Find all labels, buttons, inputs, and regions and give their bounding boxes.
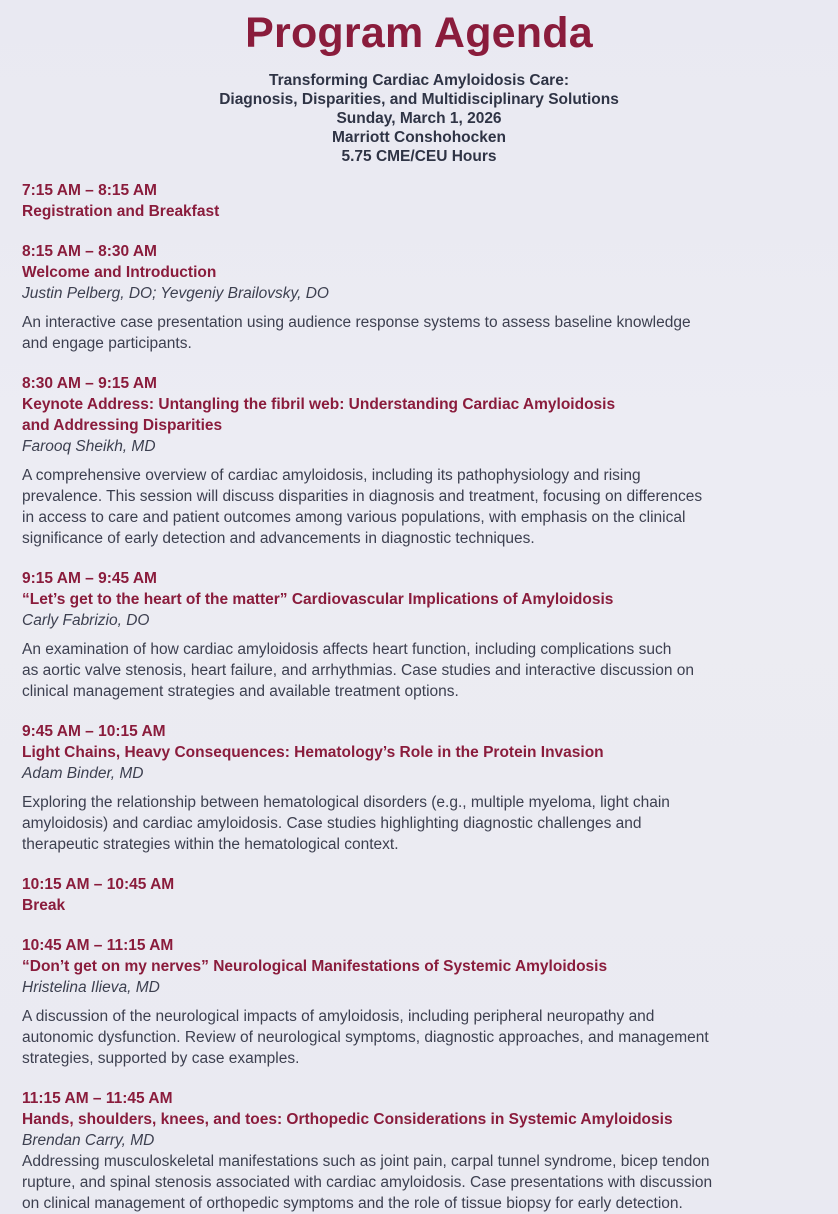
description-line: autonomic dysfunction. Review of neurological symptoms, diagnostic approaches, and management xyxy=(22,1029,709,1046)
description-line: Addressing musculoskeletal manifestations such as joint pain, carpal tunnel syndrome, bicep tendon xyxy=(22,1153,710,1170)
session-time: 7:15 AM – 8:15 AM xyxy=(22,182,157,199)
session-description xyxy=(22,639,816,702)
session-item xyxy=(22,373,816,549)
session-time: 8:15 AM – 8:30 AM xyxy=(22,243,157,260)
page-title: Program Agenda xyxy=(245,9,593,57)
session-item xyxy=(22,1088,816,1214)
session-title-line: Keynote Address: Untangling the fibril web: Understanding Cardiac Amyloidosis xyxy=(22,396,616,413)
session-title: Break xyxy=(22,897,66,914)
description-line: in access to care and patient outcomes among various populations, with emphasis on the clinical xyxy=(22,509,686,526)
event-credit-hours: 5.75 CME/CEU Hours xyxy=(341,148,497,165)
session-time: 11:15 AM – 11:45 AM xyxy=(22,1090,173,1107)
session-item xyxy=(22,721,816,855)
session-time: 10:15 AM – 10:45 AM xyxy=(22,876,175,893)
session-title xyxy=(22,394,816,436)
event-venue: Marriott Conshohocken xyxy=(332,129,506,146)
session-title: Registration and Breakfast xyxy=(22,203,220,220)
description-line: rupture, and spinal stenosis associated with cardiac amyloidosis. Case presentations with discussion xyxy=(22,1174,713,1191)
session-title: “Don’t get on my nerves” Neurological Manifestations of Systemic Amyloidosis xyxy=(22,958,608,975)
session-description xyxy=(22,1006,816,1069)
session-description xyxy=(22,1151,816,1214)
description-line: on clinical management of orthopedic symptoms and the role of tissue biopsy for early detection. xyxy=(22,1195,683,1212)
description-line: prevalence. This session will discuss disparities in diagnosis and treatment, focusing on differences xyxy=(22,488,703,505)
session-title: Hands, shoulders, knees, and toes: Orthopedic Considerations in Systemic Amyloidosis xyxy=(22,1111,673,1128)
session-speaker: Carly Fabrizio, DO xyxy=(22,612,150,629)
session-description xyxy=(22,465,816,549)
description-line: Exploring the relationship between hematological disorders (e.g., multiple myeloma, light chain xyxy=(22,794,670,811)
event-title-line-1: Transforming Cardiac Amyloidosis Care: xyxy=(268,72,570,89)
event-date: Sunday, March 1, 2026 xyxy=(336,110,502,127)
session-title: Welcome and Introduction xyxy=(22,264,217,281)
session-speaker: Farooq Sheikh, MD xyxy=(22,438,156,455)
session-title-line: and Addressing Disparities xyxy=(22,417,223,434)
session-title: “Let’s get to the heart of the matter” Cardiovascular Implications of Amyloidosis xyxy=(22,591,614,608)
description-line: and engage participants. xyxy=(22,335,192,352)
session-item xyxy=(22,568,816,702)
session-speaker: Justin Pelberg, DO; Yevgeniy Brailovsky, DO xyxy=(22,285,329,302)
session-time: 10:45 AM – 11:15 AM xyxy=(22,937,174,954)
description-line: An interactive case presentation using audience response systems to assess baseline knowledge xyxy=(22,314,691,331)
event-details xyxy=(22,71,816,166)
description-line: therapeutic strategies within the hematological context. xyxy=(22,836,399,853)
session-speaker: Adam Binder, MD xyxy=(22,765,144,782)
session-item xyxy=(22,874,816,916)
session-speaker: Brendan Carry, MD xyxy=(22,1132,155,1149)
session-time: 9:45 AM – 10:15 AM xyxy=(22,723,166,740)
session-title: Light Chains, Heavy Consequences: Hematology’s Role in the Protein Invasion xyxy=(22,744,604,761)
session-description xyxy=(22,312,816,354)
session-item xyxy=(22,180,816,222)
description-line: amyloidosis) and cardiac amyloidosis. Case studies highlighting diagnostic challenges and xyxy=(22,815,642,832)
description-line: A comprehensive overview of cardiac amyloidosis, including its pathophysiology and rising xyxy=(22,467,641,484)
session-list xyxy=(22,180,816,1214)
description-line: strategies, supported by case examples. xyxy=(22,1050,300,1067)
session-speaker: Hristelina Ilieva, MD xyxy=(22,979,160,996)
session-time: 8:30 AM – 9:15 AM xyxy=(22,375,157,392)
session-item xyxy=(22,241,816,354)
description-line: An examination of how cardiac amyloidosis affects heart function, including complications such xyxy=(22,641,672,658)
session-description xyxy=(22,792,816,855)
session-item xyxy=(22,935,816,1069)
description-line: significance of early detection and advancements in diagnostic techniques. xyxy=(22,530,535,547)
description-line: clinical management strategies and available treatment options. xyxy=(22,683,459,700)
event-title-line-2: Diagnosis, Disparities, and Multidisciplinary Solutions xyxy=(219,91,619,108)
description-line: as aortic valve stenosis, heart failure, and arrhythmias. Case studies and interactive discussion on xyxy=(22,662,695,679)
session-time: 9:15 AM – 9:45 AM xyxy=(22,570,157,587)
description-line: A discussion of the neurological impacts of amyloidosis, including peripheral neuropathy and xyxy=(22,1008,655,1025)
